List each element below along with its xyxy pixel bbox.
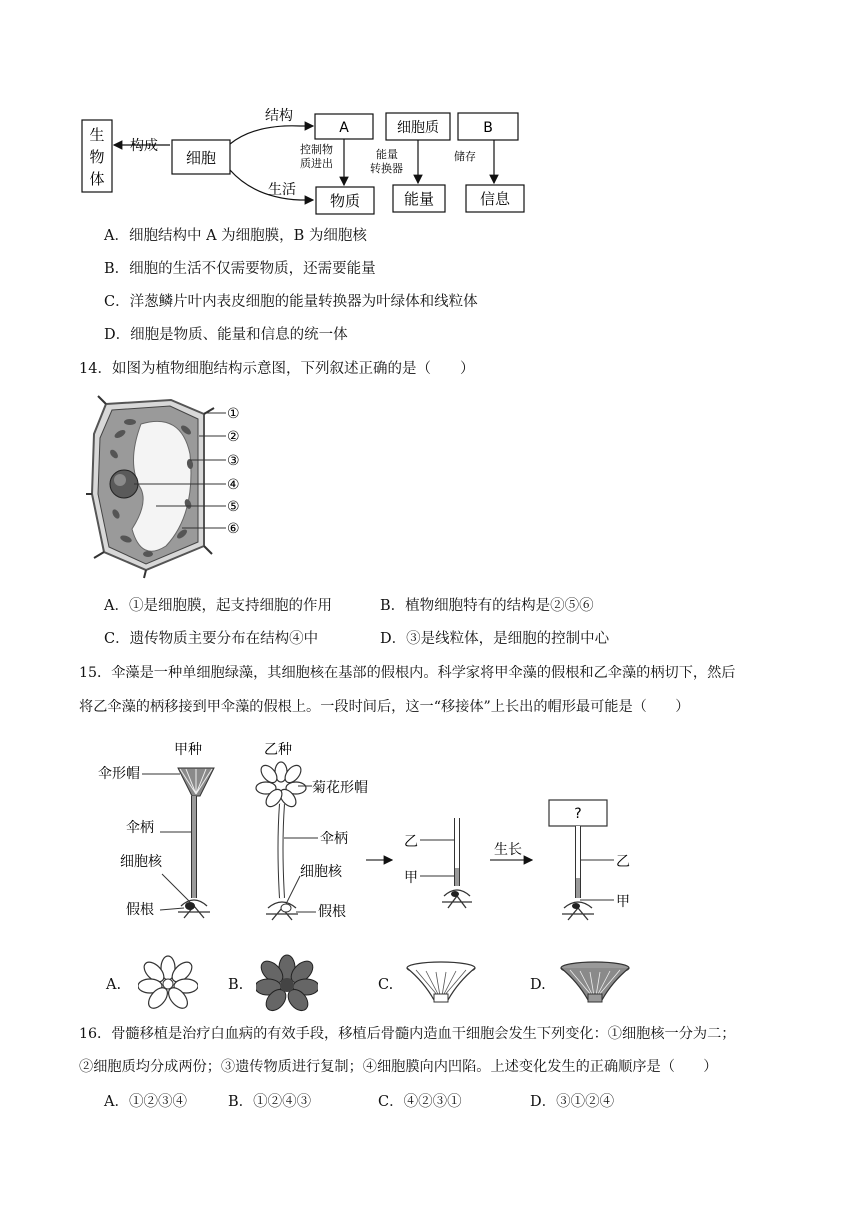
label-chrysanthemum-cap: 菊花形帽 <box>312 780 368 796</box>
q15-stem-line-1: 15．伞藻是一种单细胞绿藻，其细胞核在基部的假根内。科学家将甲伞藻的假根和乙伞藻的柄切下，然后 <box>79 665 736 681</box>
box-b-label: B <box>483 120 493 136</box>
acetabularia-graft-diagram <box>86 736 646 936</box>
cell-label-6: ⑥ <box>227 521 240 537</box>
organism-char-3: 体 <box>89 170 105 188</box>
q15-option-a-label: A. <box>106 977 122 993</box>
q16-option-c: C．④②③① <box>378 1094 462 1110</box>
converter-label-1: 能量 <box>376 148 398 161</box>
cell-label-4: ④ <box>227 477 240 493</box>
option-a-chrysanthemum-cap-white <box>138 954 198 1010</box>
converter-label-2: 转换器 <box>370 162 403 175</box>
store-label: 储存 <box>454 150 476 163</box>
species-a-label: 甲种 <box>174 742 202 758</box>
q15-option-b-label: B. <box>228 977 244 993</box>
life-label: 生活 <box>268 182 296 198</box>
q15-option-d-label: D. <box>530 977 546 993</box>
cell-label-3: ③ <box>227 453 240 469</box>
label-stalk-a: 伞柄 <box>126 820 154 836</box>
q16-stem-line-2: ②细胞质均分成两份；③遗传物质进行复制；④细胞膜向内凹陷。上述变化发生的正确顺序是（ ） <box>79 1059 718 1075</box>
cell-label-5: ⑤ <box>227 499 240 515</box>
result-label-yi: 乙 <box>616 854 630 870</box>
option-b-chrysanthemum-cap-dark <box>256 954 318 1012</box>
compose-label: 构成 <box>130 138 158 154</box>
q15-stem-line-2: 将乙伞藻的柄移接到甲伞藻的假根上。一段时间后，这一“移接体”上长出的帽形最可能是（ ） <box>79 699 690 715</box>
q14-stem: 14．如图为植物细胞结构示意图，下列叙述正确的是（ ） <box>79 361 475 377</box>
option-d-umbrella-cap-dark <box>558 960 632 1004</box>
structure-label: 结构 <box>265 108 293 124</box>
organism-char-1: 生 <box>89 126 105 144</box>
energy-label: 能量 <box>403 190 435 208</box>
graft-label-yi: 乙 <box>404 834 418 850</box>
cytoplasm-label: 细胞质 <box>397 120 439 136</box>
q14-option-b: B．植物细胞特有的结构是②⑤⑥ <box>380 598 594 614</box>
q13-concept-diagram <box>70 100 540 218</box>
q16-stem-line-1: 16．骨髓移植是治疗白血病的有效手段，移植后骨髓内造血干细胞会发生下列变化：①细胞核一分为二； <box>79 1026 736 1042</box>
plant-cell-diagram <box>86 394 266 579</box>
species-b-label: 乙种 <box>264 742 292 758</box>
label-stalk-b: 伞柄 <box>320 831 348 847</box>
label-rhizoid-b: 假根 <box>318 904 346 920</box>
label-rhizoid-a: 假根 <box>126 902 154 918</box>
q13-option-d: D．细胞是物质、能量和信息的统一体 <box>104 327 348 343</box>
control-label-2: 质进出 <box>300 157 333 170</box>
cell-label: 细胞 <box>185 149 217 167</box>
label-nucleus-b: 细胞核 <box>300 864 342 880</box>
q13-option-b: B．细胞的生活不仅需要物质，还需要能量 <box>104 261 376 277</box>
q16-option-a: A．①②③④ <box>104 1094 187 1110</box>
q14-option-d: D．③是线粒体，是细胞的控制中心 <box>380 631 610 647</box>
matter-label: 物质 <box>329 192 361 210</box>
result-label-jia: 甲 <box>616 894 630 910</box>
graft-label-jia: 甲 <box>404 870 418 886</box>
info-label: 信息 <box>479 190 511 208</box>
q13-option-c: C．洋葱鳞片叶内表皮细胞的能量转换器为叶绿体和线粒体 <box>104 294 478 310</box>
label-umbrella-cap: 伞形帽 <box>98 766 140 782</box>
control-label-1: 控制物 <box>300 143 333 156</box>
cell-label-2: ② <box>227 429 240 445</box>
question-mark: ? <box>574 806 582 822</box>
organism-char-2: 物 <box>89 148 105 166</box>
q16-option-b: B．①②④③ <box>228 1094 312 1110</box>
cell-label-1: ① <box>227 406 240 422</box>
box-a-label: A <box>339 120 349 136</box>
q14-option-a: A．①是细胞膜，起支持细胞的作用 <box>104 598 332 614</box>
q13-option-a: A．细胞结构中 A 为细胞膜，B 为细胞核 <box>104 228 367 244</box>
q16-option-d: D．③①②④ <box>530 1094 615 1110</box>
q15-option-c-label: C. <box>378 977 394 993</box>
q14-option-c: C．遗传物质主要分布在结构④中 <box>104 631 319 647</box>
label-nucleus-a: 细胞核 <box>120 854 162 870</box>
option-c-umbrella-cap-white <box>404 960 478 1004</box>
grow-label: 生长 <box>494 842 522 858</box>
